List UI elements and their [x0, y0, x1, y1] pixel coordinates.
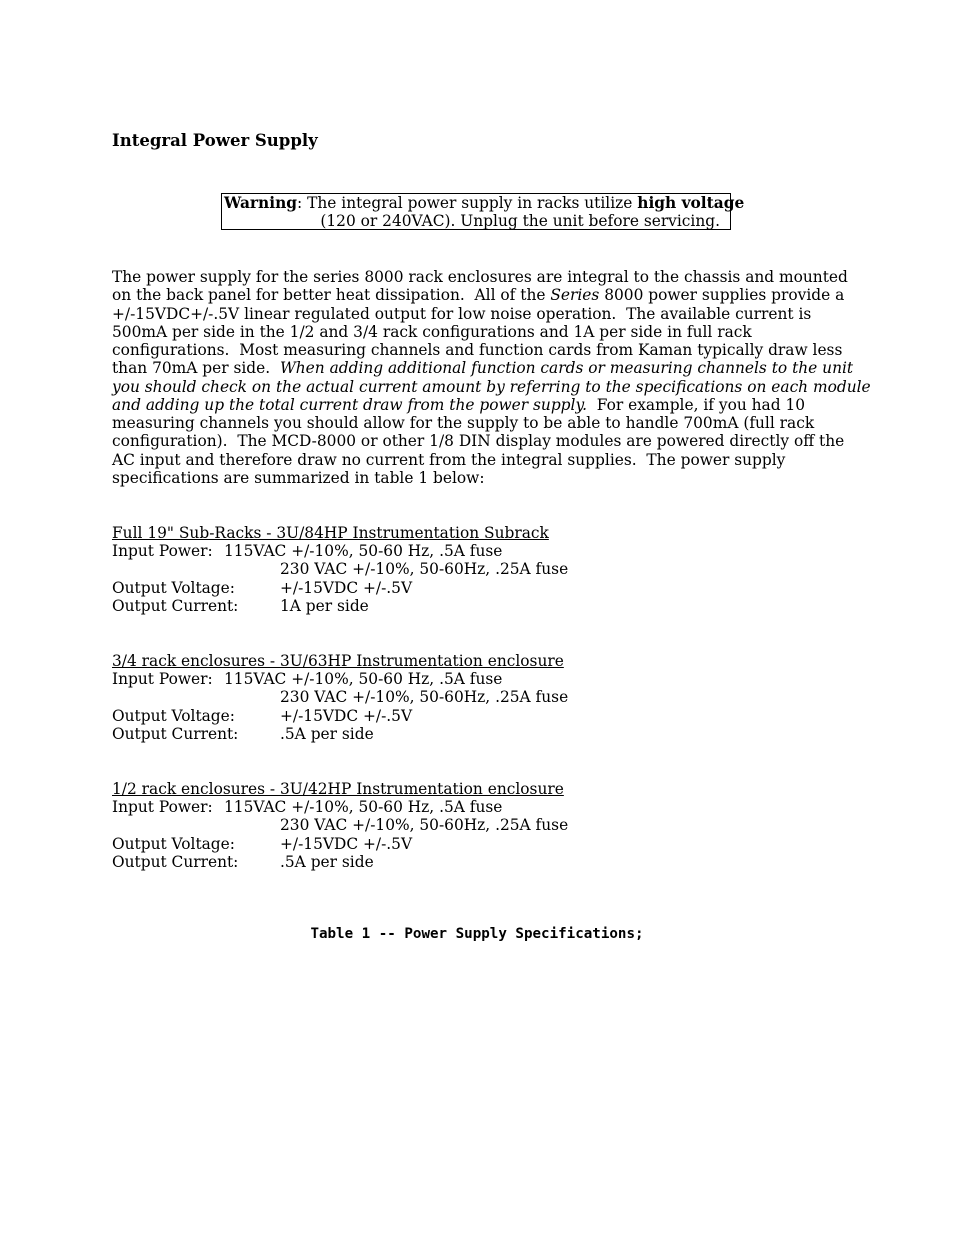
- spec-block-three-quarter-rack: [112, 652, 632, 743]
- spec-row-input-1: Input Power: 115VAC +/-10%, 50-60 Hz, .5A fuse: [112, 798, 503, 817]
- text-run: For example, if you had 10: [587, 395, 806, 414]
- spec-block-half-rack: [112, 780, 632, 871]
- body-paragraph: [112, 268, 871, 487]
- paragraph-line: [112, 323, 834, 341]
- spec-row-input-2: 230 VAC +/-10%, 50-60Hz, .25A fuse: [280, 816, 569, 835]
- paragraph-line: [112, 359, 854, 378]
- spec-row-input-2: 230 VAC +/-10%, 50-60Hz, .25A fuse: [280, 560, 569, 579]
- text-run: configuration). The MCD-8000 or other 1/8 DIN display modules are powered directly off the: [112, 432, 845, 451]
- spec-row-input-1: Input Power: 115VAC +/-10%, 50-60 Hz, .5A fuse: [112, 670, 503, 689]
- text-run: 8000 power supplies provide a: [599, 286, 845, 305]
- text-run: than 70mA per side.: [112, 359, 280, 378]
- warning-label: Warning: [224, 194, 298, 212]
- paragraph-line: [112, 305, 834, 323]
- paragraph-line: [112, 469, 834, 487]
- spec-row-current: Output Current: 1A per side: [112, 596, 369, 615]
- italic-run: and adding up the total current draw from the power supply.: [112, 395, 587, 414]
- warning-text: : The integral power supply in racks utilize: [297, 194, 638, 212]
- paragraph-line: [112, 268, 848, 286]
- italic-run: When adding additional function cards or measuring channels to the unit: [279, 359, 854, 378]
- warning-box: [221, 193, 745, 230]
- text-run: The power supply for the series 8000 rack enclosures are integral to the chassis and mounted: [112, 268, 848, 286]
- spec-header: 3/4 rack enclosures - 3U/63HP Instrumentation enclosure: [112, 652, 564, 670]
- spec-header: 1/2 rack enclosures - 3U/42HP Instrumentation enclosure: [112, 780, 564, 798]
- text-run: +/-15VDC+/-.5V linear regulated output for low noise operation. The available current is: [112, 304, 812, 323]
- paragraph-line: [112, 396, 834, 414]
- spec-row-current: Output Current: .5A per side: [112, 724, 374, 743]
- spec-header: Full 19" Sub-Racks - 3U/84HP Instrumentation Subrack: [112, 524, 549, 542]
- paragraph-line: [112, 432, 845, 451]
- text-run: specifications are summarized in table 1 below:: [112, 468, 485, 487]
- italic-run: Series: [550, 286, 600, 305]
- paragraph-line: [112, 286, 845, 305]
- spec-row-input-2: 230 VAC +/-10%, 50-60Hz, .25A fuse: [280, 688, 569, 707]
- italic-run: you should check on the actual current amount by referring to the specifications on each module: [112, 377, 871, 396]
- table-caption: [0, 926, 954, 942]
- table-caption-text: Table 1 -- Power Supply Specifications;: [310, 926, 644, 942]
- spec-row-voltage: Output Voltage: +/-15VDC +/-.5V: [112, 834, 413, 853]
- paragraph-line: [112, 341, 843, 359]
- spec-row-input-1: Input Power: 115VAC +/-10%, 50-60 Hz, .5A fuse: [112, 542, 503, 561]
- warning-emphasis: high voltage: [637, 194, 745, 212]
- spec-row-voltage: Output Voltage: +/-15VDC +/-.5V: [112, 706, 413, 725]
- paragraph-line: [112, 377, 871, 396]
- spec-row-current: Output Current: .5A per side: [112, 852, 374, 871]
- text-run: 500mA per side in the 1/2 and 3/4 rack configurations and 1A per side in full rack: [112, 322, 752, 341]
- warning-line-2: (120 or 240VAC). Unplug the unit before servicing.: [320, 212, 720, 230]
- spec-row-voltage: Output Voltage: +/-15VDC +/-.5V: [112, 578, 413, 597]
- text-run: measuring channels you should allow for the supply to be able to handle 700mA (full rack: [112, 414, 815, 432]
- section-title: Integral Power Supply: [112, 131, 318, 150]
- spec-block-full-rack: [112, 524, 632, 615]
- text-run: AC input and therefore draw no current from the integral supplies. The power supply: [112, 450, 786, 469]
- text-run: configurations. Most measuring channels and function cards from Kaman typically draw less: [112, 341, 843, 359]
- warning-line-1: [224, 194, 744, 212]
- paragraph-line: [112, 414, 834, 432]
- paragraph-line: [112, 451, 834, 469]
- text-run: on the back panel for better heat dissipation. All of the: [112, 286, 551, 305]
